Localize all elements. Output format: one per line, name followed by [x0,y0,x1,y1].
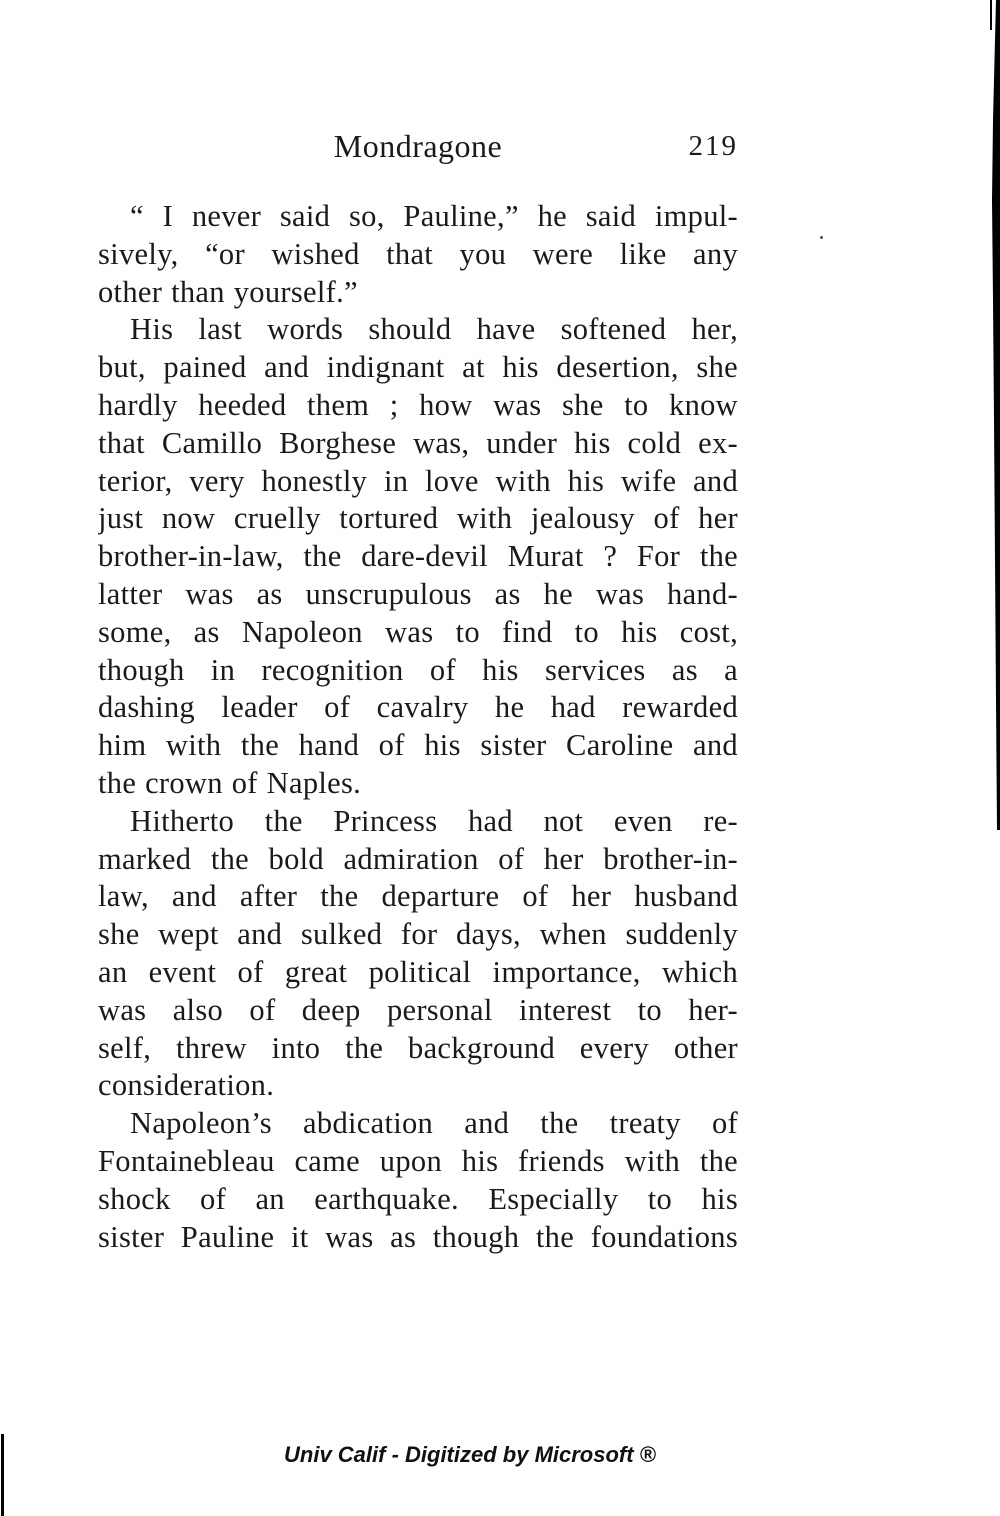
body-text [98,198,738,1256]
text-line: latter was as unscrupulous as he was hand- [98,576,738,611]
text-line: though in recognition of his services as a [98,652,738,687]
running-head [98,128,738,168]
text-line: consideration. [98,1068,275,1103]
text-line: an event of great political importance, which [98,954,738,989]
text-line: just now cruelly tortured with jealousy of her [98,501,738,536]
text-line: “ I never said so, Pauline,” he said impul- [130,199,738,233]
text-line: Fontainebleau came upon his friends with the [98,1143,738,1178]
running-title: Mondragone [333,128,503,164]
scan-edge-right [986,0,1000,830]
paragraph [98,803,738,1105]
text-line: marked the bold admiration of her brother-in- [98,841,738,876]
text-line: was also of deep personal interest to her- [98,992,738,1027]
text-line: terior, very honestly in love with his wife and [98,463,738,498]
text-line: the crown of Naples. [98,765,362,800]
paragraph [98,311,738,802]
text-line: Napoleon’s abdication and the treaty of [130,1106,738,1141]
text-line: Hitherto the Princess had not even re- [130,803,738,838]
page-number: 219 [688,130,738,162]
text-line: sister Pauline it was as though the foundations [98,1219,738,1254]
text-line: law, and after the departure of her husband [98,879,738,914]
paragraph [98,198,738,311]
text-line: she wept and sulked for days, when suddenly [98,917,738,952]
text-line: some, as Napoleon was to find to his cost, [98,614,738,649]
text-line: self, threw into the background every other [98,1030,738,1065]
text-line: dashing leader of cavalry he had rewarded [98,690,738,725]
text-line: but, pained and indignant at his desertion, she [98,350,738,385]
paragraph [98,1105,738,1256]
text-line: hardly heeded them ; how was she to know [98,387,738,422]
text-line: sively, “or wished that you were like any [98,236,738,271]
scan-edge-left [0,1434,6,1516]
text-line: that Camillo Borghese was, under his cold ex- [98,425,738,460]
text-line: other than yourself.” [98,274,358,309]
text-line: shock of an earthquake. Especially to his [98,1181,738,1216]
digitization-watermark: Univ Calif - Digitized by Microsoft ® [284,1442,656,1467]
text-line: brother-in-law, the dare-devil Murat ? For the [98,539,738,574]
text-line: him with the hand of his sister Caroline and [98,728,738,763]
scan-speck [820,236,823,239]
text-line: His last words should have softened her, [130,312,738,347]
